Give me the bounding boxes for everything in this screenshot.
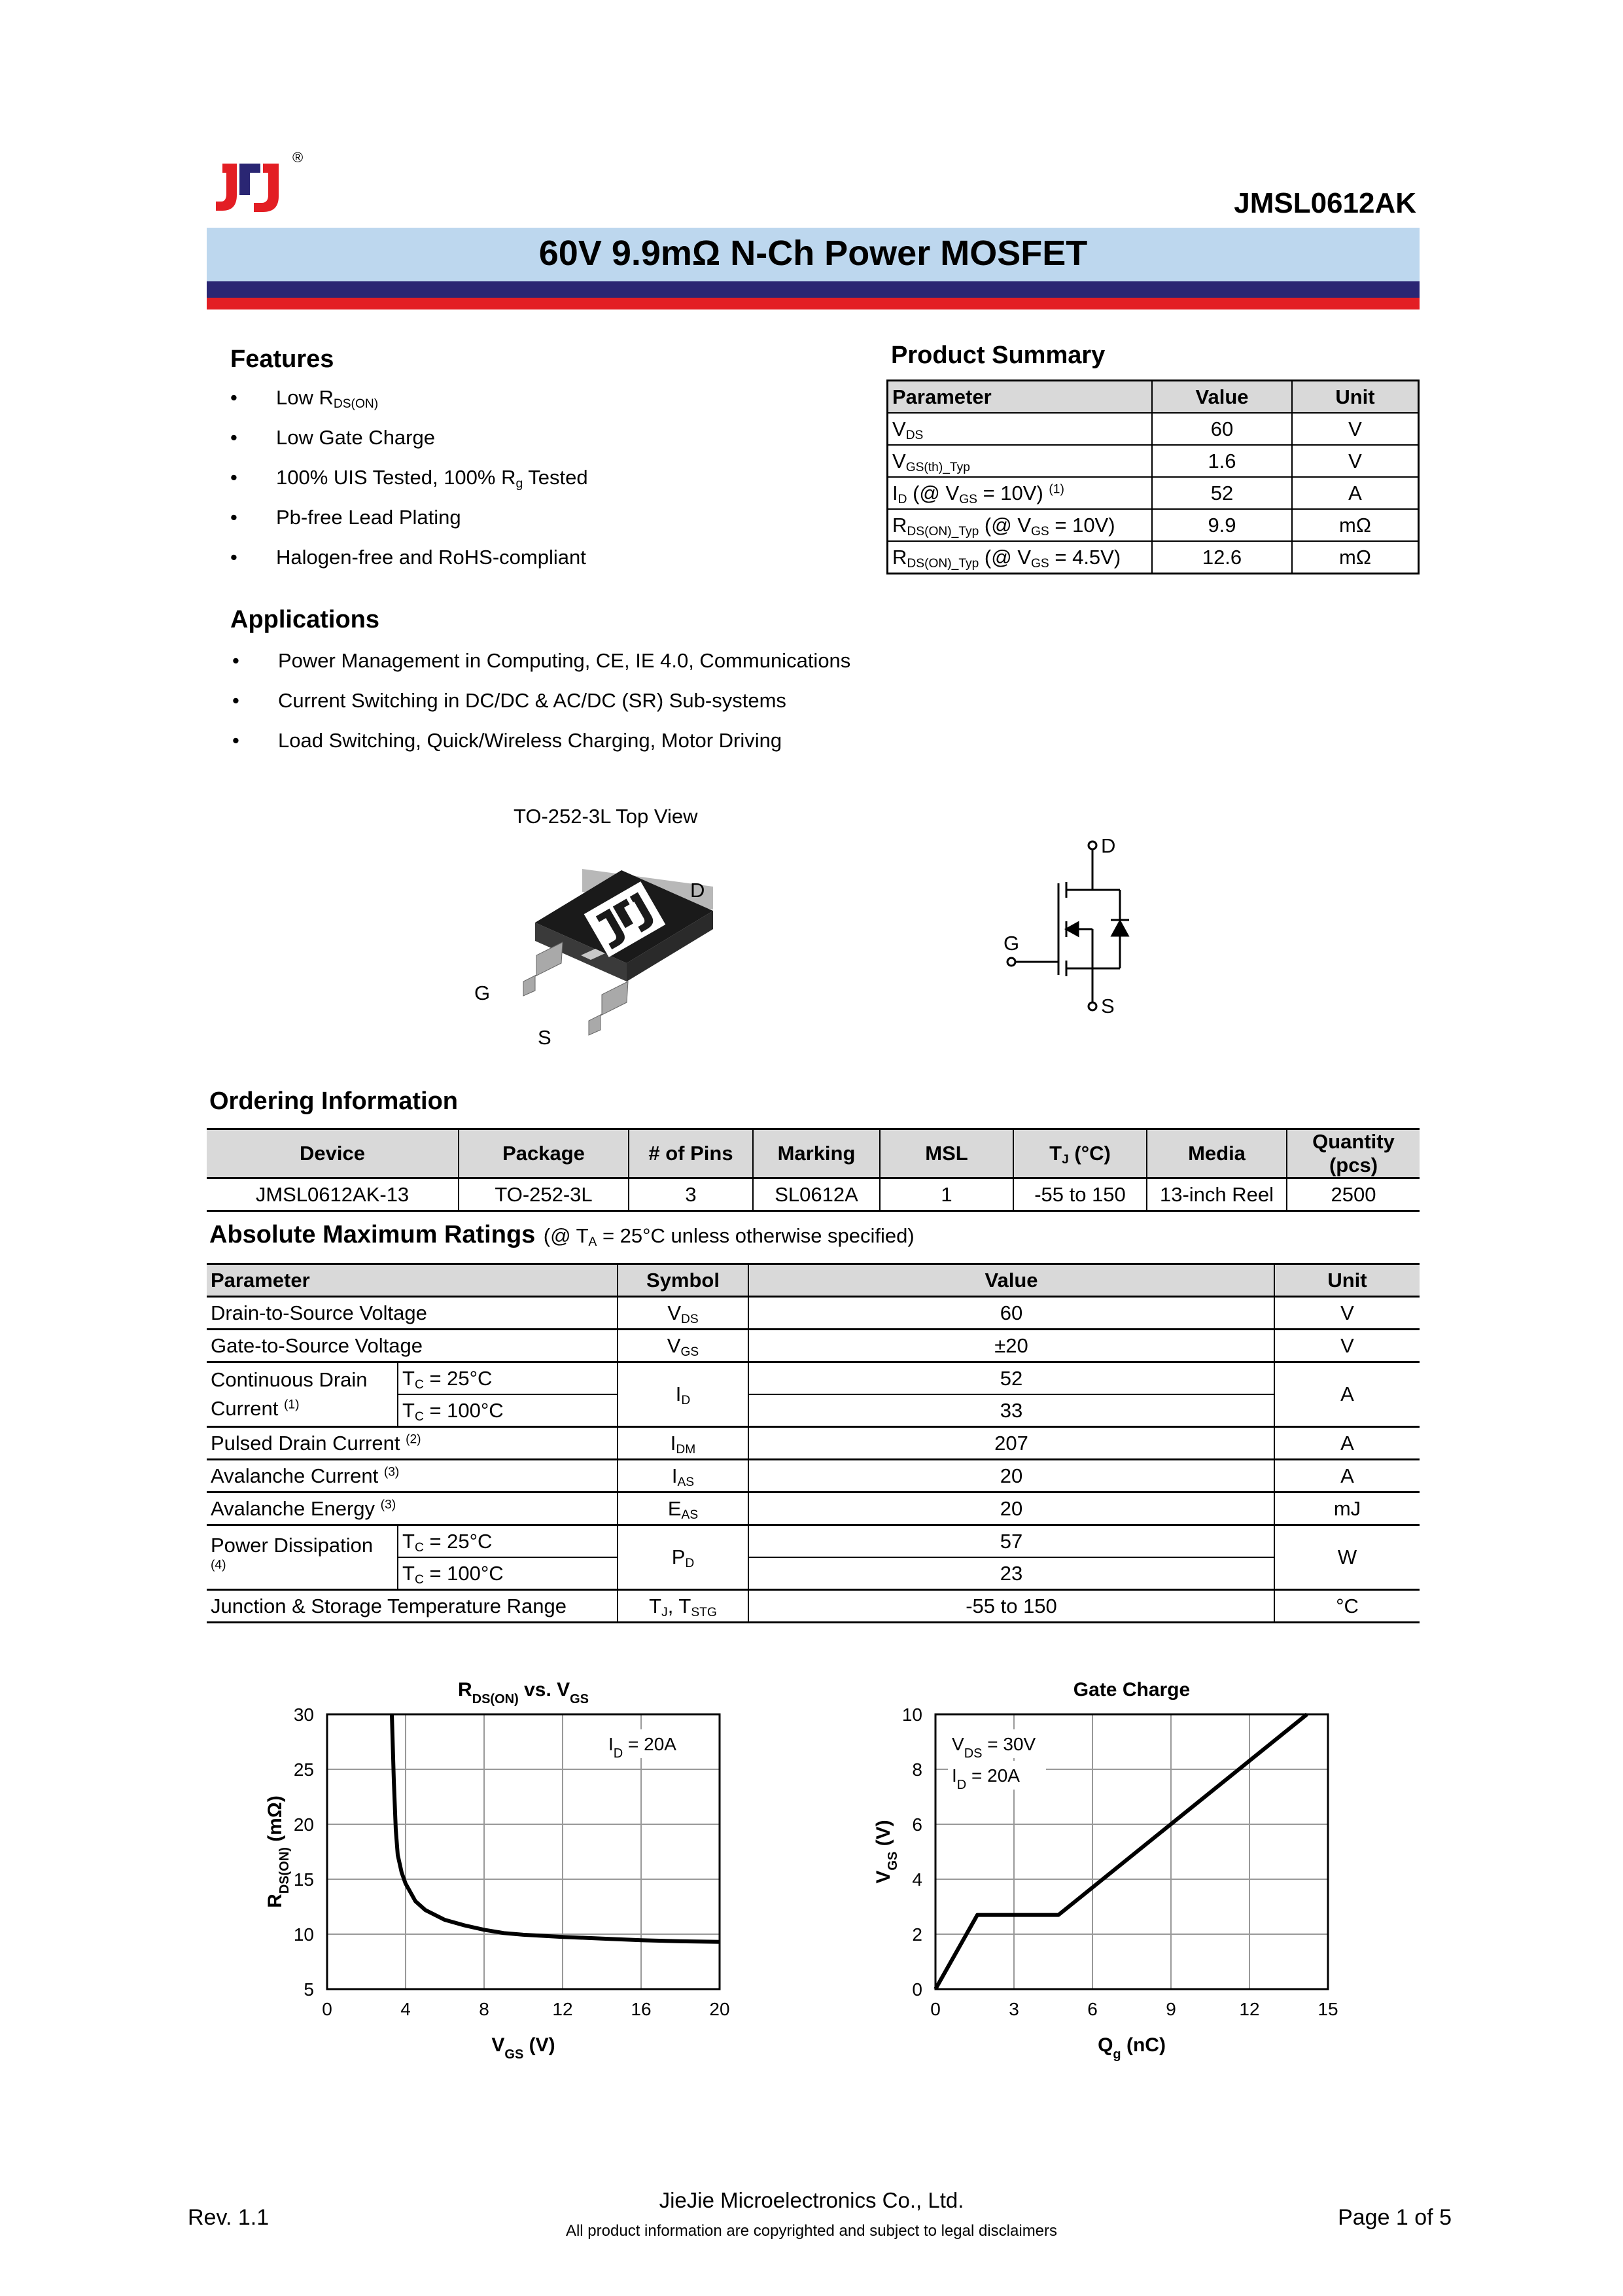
- cell-symbol: $V_{GS}$: [618, 1330, 748, 1362]
- logo-icon: [211, 156, 289, 221]
- cell-tj: -55 to 150: [1013, 1178, 1147, 1211]
- cell-symbol: $I_{AS}$: [618, 1460, 748, 1492]
- y-tick-label: 0: [912, 1979, 922, 2000]
- application-item: • Current Switching in DC/DC & AC/DC (SR) Sub-systems: [232, 689, 850, 729]
- to252-package-icon: [484, 851, 746, 1040]
- application-item: • Load Switching, Quick/Wireless Charging, Motor Driving: [232, 729, 850, 769]
- cell-value: 52: [748, 1362, 1274, 1395]
- cell-value: 60: [1152, 413, 1292, 445]
- application-item: • Power Management in Computing, CE, IE 4.0, Communications: [232, 649, 850, 689]
- product-summary-heading: Product Summary: [891, 342, 1106, 369]
- footer-page-number: Page 1 of 5: [1338, 2205, 1452, 2230]
- table-row: [888, 413, 1419, 445]
- cell-parameter: $I_D$ (@ $V_{GS} = 10V$) $^{(1)}$: [888, 477, 1153, 509]
- y-tick-label: 25: [293, 1759, 314, 1780]
- cell-quantity: 2500: [1331, 1182, 1376, 1206]
- registered-mark: ®: [292, 149, 304, 166]
- schematic-d-label: D: [1101, 834, 1116, 857]
- table-header-row: [207, 1264, 1420, 1297]
- cell-value: ±20: [748, 1330, 1274, 1362]
- col-unit: Unit: [1274, 1264, 1420, 1297]
- cell-value: 9.9: [1152, 509, 1292, 541]
- abs-max-title: Absolute Maximum Ratings: [209, 1221, 536, 1248]
- abs-max-heading: [209, 1221, 915, 1249]
- x-tick-label: 0: [322, 1999, 332, 2019]
- x-tick-label: 15: [1318, 1999, 1338, 2019]
- part-number: JMSL0612AK: [1234, 187, 1416, 219]
- cell-unit: A: [1292, 477, 1419, 509]
- feature-item: • Pb-free Lead Plating: [230, 506, 588, 546]
- feature-item: • Halogen-free and RoHS-compliant: [230, 546, 588, 586]
- table-row: [207, 1590, 1420, 1623]
- y-axis-label: $V_{GS}$ (V): [873, 1820, 900, 1884]
- cell-parameter: $R_{DS(ON)\_Typ}$ (@ $V_{GS} = 10V$): [888, 509, 1153, 541]
- package-pin-g-label: G: [474, 981, 491, 1004]
- cell-device: JMSL0612AK-13: [207, 1178, 459, 1211]
- feature-item: • Low $R_{DS(ON)}$: [230, 386, 588, 426]
- x-tick-label: 12: [552, 1999, 573, 2019]
- cell-param: Pulsed Drain Current $^{(2)}$: [207, 1427, 618, 1460]
- cell-marking: SL0612A: [753, 1178, 880, 1211]
- footer-revision: Rev. 1.1: [188, 2205, 270, 2230]
- cell-pins: 3: [629, 1178, 753, 1211]
- ordering-heading: Ordering Information: [209, 1087, 458, 1115]
- gate-charge-chart: [857, 1669, 1354, 2074]
- n-channel-mosfet-symbol-icon: [1001, 838, 1145, 1014]
- cell-unit: A: [1274, 1362, 1420, 1427]
- cell-param: Avalanche Current $^{(3)}$: [207, 1460, 618, 1492]
- cell-unit: W: [1274, 1525, 1420, 1590]
- y-tick-label: 20: [293, 1814, 314, 1835]
- x-axis-label: $V_{GS}$ (V): [491, 2034, 555, 2062]
- ordering-table: [207, 1128, 1420, 1212]
- chart-title: Gate Charge: [1073, 1679, 1191, 1701]
- cell-param: Power Dissipation $^{(4)}$: [207, 1525, 398, 1590]
- cell-value: 20: [748, 1492, 1274, 1525]
- cell-value: 33: [748, 1394, 1274, 1427]
- cell-symbol: $I_{DM}$: [618, 1427, 748, 1460]
- table-row: [888, 509, 1419, 541]
- cell-value: 20: [748, 1460, 1274, 1492]
- cell-unit: °C: [1336, 1594, 1359, 1617]
- cell-parameter: $V_{GS(th)\_Typ}$: [888, 445, 1153, 477]
- cell-value: 23: [748, 1557, 1274, 1590]
- cell-unit: A: [1340, 1464, 1354, 1487]
- cell-condition: $T_C = 100^\circ C$: [398, 1557, 618, 1590]
- table-row: [207, 1492, 1420, 1525]
- chart-annotation: $V_{DS} = 30V$: [952, 1734, 1036, 1761]
- col-unit: Unit: [1292, 381, 1419, 414]
- table-row: [207, 1297, 1420, 1330]
- cell-unit: A: [1340, 1431, 1354, 1455]
- cell-value: 207: [748, 1427, 1274, 1460]
- schematic-g-label: G: [1003, 932, 1020, 955]
- rdson-vs-vgs-chart: [249, 1669, 746, 2074]
- package-caption: TO-252-3L Top View: [514, 805, 698, 828]
- table-row: [207, 1330, 1420, 1362]
- x-axis-label: $Q_g$ (nC): [1098, 2034, 1166, 2062]
- cell-param: Continuous Drain Current $^{(1)}$: [207, 1362, 398, 1427]
- cell-condition: $T_C = 25^\circ C$: [398, 1362, 618, 1395]
- table-row: [888, 445, 1419, 477]
- cell-condition: $T_C = 25^\circ C$: [398, 1525, 618, 1558]
- x-tick-label: 6: [1087, 1999, 1098, 2019]
- cell-unit: mΩ: [1292, 541, 1419, 574]
- col-media: Media: [1147, 1129, 1287, 1178]
- table-row: [207, 1362, 1420, 1395]
- col-parameter: Parameter: [207, 1264, 618, 1297]
- cell-value: 1.6: [1152, 445, 1292, 477]
- cell-unit: V: [1340, 1301, 1354, 1324]
- cell-unit: V: [1292, 445, 1419, 477]
- mosfet-schematic: [1001, 838, 1145, 1014]
- cell-package: TO-252-3L: [459, 1178, 629, 1211]
- abs-max-table: [207, 1263, 1420, 1623]
- table-row: [888, 477, 1419, 509]
- cell-parameter: $V_{DS}$: [888, 413, 1153, 445]
- features-heading: Features: [230, 345, 334, 373]
- schematic-s-label: S: [1101, 995, 1115, 1017]
- applications-heading: Applications: [230, 606, 380, 633]
- y-tick-label: 4: [912, 1869, 922, 1890]
- x-tick-label: 4: [400, 1999, 411, 2019]
- y-tick-label: 2: [912, 1924, 922, 1945]
- col-device: Device: [207, 1129, 459, 1178]
- col-parameter: Parameter: [888, 381, 1153, 414]
- col-value: Value: [748, 1264, 1274, 1297]
- feature-item: • 100% UIS Tested, 100% $R_g$ Tested: [230, 466, 588, 506]
- table-row: [207, 1427, 1420, 1460]
- x-tick-label: 16: [631, 1999, 652, 2019]
- cell-value: 60: [748, 1297, 1274, 1330]
- abs-max-condition: (@ $T_A = 25^\circ C$ unless otherwise specified): [543, 1224, 915, 1249]
- table-row: [207, 1525, 1420, 1558]
- table-row: [207, 1178, 1420, 1211]
- company-logo: [211, 156, 289, 221]
- col-marking: Marking: [753, 1129, 880, 1178]
- package-pin-d-label: D: [690, 879, 705, 902]
- footer-company: JieJie Microelectronics Co., Ltd.: [659, 2188, 964, 2212]
- chart-annotation: $I_D = 20A$: [608, 1734, 676, 1761]
- x-tick-label: 0: [930, 1999, 941, 2019]
- product-summary-table: [886, 380, 1420, 574]
- feature-item: • Low Gate Charge: [230, 426, 588, 466]
- chart-title: $R_{DS(ON)}$ vs. $V_{GS}$: [457, 1679, 589, 1706]
- page-title: 60V 9.9mΩ N-Ch Power MOSFET: [538, 234, 1088, 273]
- y-tick-label: 6: [912, 1814, 922, 1835]
- cell-media: 13-inch Reel: [1147, 1178, 1287, 1211]
- col-pins: # of Pins: [629, 1129, 753, 1178]
- cell-value: 52: [1152, 477, 1292, 509]
- cell-param: Avalanche Energy $^{(3)}$: [207, 1492, 618, 1525]
- x-tick-label: 12: [1239, 1999, 1260, 2019]
- col-msl: MSL: [880, 1129, 1013, 1178]
- cell-symbol: $V_{DS}$: [618, 1297, 748, 1330]
- cell-param: Drain-to-Source Voltage: [207, 1297, 618, 1330]
- features-list: [230, 386, 588, 586]
- cell-unit: V: [1340, 1333, 1354, 1357]
- table-row: [207, 1460, 1420, 1492]
- x-tick-label: 3: [1009, 1999, 1019, 2019]
- x-tick-label: 20: [709, 1999, 730, 2019]
- chart-annotation: $I_D = 20A$: [952, 1765, 1020, 1792]
- cell-unit: V: [1292, 413, 1419, 445]
- col-package: Package: [459, 1129, 629, 1178]
- cell-symbol: $I_D$: [618, 1362, 748, 1427]
- y-axis-label: $R_{DS(ON)}$ (mΩ): [264, 1795, 292, 1908]
- applications-list: [232, 649, 850, 769]
- cell-condition: $T_C = 100^\circ C$: [398, 1394, 618, 1427]
- y-tick-label: 10: [901, 1704, 922, 1725]
- banner-red-stripe: [207, 298, 1420, 309]
- table-row: [888, 541, 1419, 574]
- cell-symbol: $P_D$: [618, 1525, 748, 1590]
- col-tj: $T_J$ (°C): [1013, 1129, 1147, 1178]
- footer-disclaimer: All product information are copyrighted and subject to legal disclaimers: [565, 2222, 1058, 2240]
- cell-param: Gate-to-Source Voltage: [207, 1330, 618, 1362]
- y-tick-label: 8: [912, 1759, 922, 1780]
- table-header-row: [888, 381, 1419, 414]
- cell-unit: mJ: [1333, 1496, 1361, 1520]
- cell-symbol: $E_{AS}$: [618, 1492, 748, 1525]
- package-drawing: [484, 851, 746, 1040]
- x-tick-label: 8: [479, 1999, 489, 2019]
- cell-unit: mΩ: [1292, 509, 1419, 541]
- y-tick-label: 30: [293, 1704, 314, 1725]
- x-tick-label: 9: [1166, 1999, 1176, 2019]
- cell-value: 12.6: [1152, 541, 1292, 574]
- cell-symbol: $T_J$, $T_{STG}$: [618, 1590, 748, 1623]
- banner-navy-stripe: [207, 281, 1420, 298]
- col-quantity: Quantity (pcs): [1287, 1129, 1420, 1178]
- cell-msl: 1: [880, 1178, 1013, 1211]
- cell-value: 57: [748, 1525, 1274, 1558]
- col-value: Value: [1152, 381, 1292, 414]
- y-tick-label: 10: [293, 1924, 314, 1945]
- y-tick-label: 15: [293, 1869, 314, 1890]
- y-tick-label: 5: [304, 1979, 314, 2000]
- cell-param: Junction & Storage Temperature Range: [207, 1590, 618, 1623]
- cell-parameter: $R_{DS(ON)\_Typ}$ (@ $V_{GS} = 4.5V$): [888, 541, 1153, 574]
- table-header-row: [207, 1129, 1420, 1178]
- col-symbol: Symbol: [618, 1264, 748, 1297]
- cell-value: -55 to 150: [748, 1590, 1274, 1623]
- package-pin-s-label: S: [538, 1026, 551, 1049]
